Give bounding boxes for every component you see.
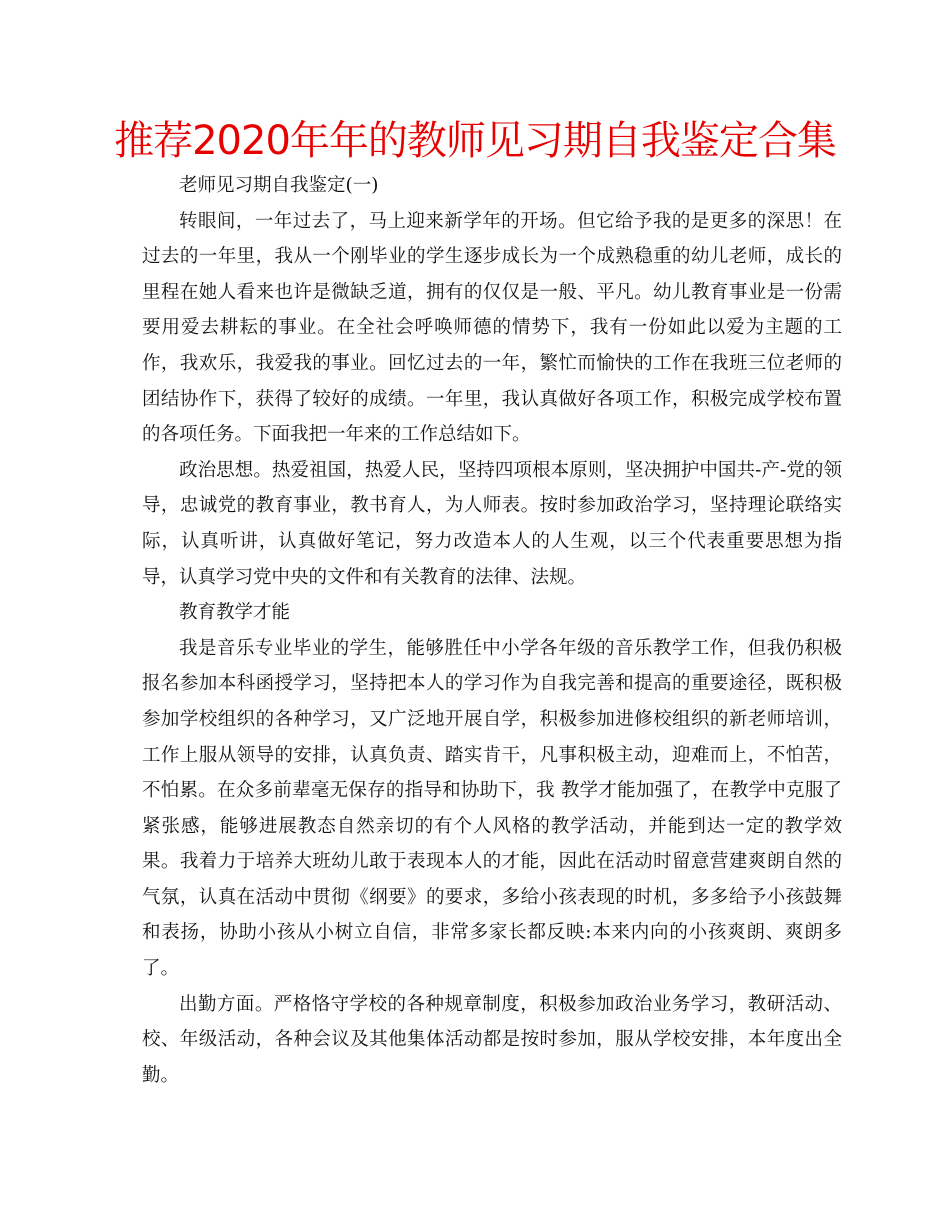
paragraph-teaching: 我是音乐专业毕业的学生，能够胜任中小学各年级的音乐教学工作，但我仍积极报名参加本科函授学习，坚持把本人的学习作为自我完善和提高的重要途径，既积极参加学校组织的各种学习，又广泛地开展自学，积极参加进修校组织的新老师培训，工作上服从领导的安排，认真负责、踏实肯干，凡事积极主动，迎难而上，不怕苦，不怕累。在众多前辈毫无保存的指导和协助下，我 教学才能加强了，在教学中克服了紧张感，能够进展教态自然亲切的有个人风格的教学活动，并能到达一定的教学效果。我着力于培养大班幼儿敢于表现本人的才能，因此在活动时留意营建爽朗自然的气氛，认真在活动中贯彻《纲要》的要求，多给小孩表现的时机，多多给予小孩鼓舞和表扬，协助小孩从小树立自信，非常多家长都反映:本来内向的小孩爽朗、爽朗多了。	[142, 637, 842, 980]
document-body	[142, 168, 842, 1093]
paragraph-attendance: 出勤方面。严格恪守学校的各种规章制度，积极参加政治业务学习，教研活动、校、年级活动，各种会议及其他集体活动都是按时参加，服从学校安排，本年度出全勤。	[142, 993, 842, 1086]
document-title: 推荐2020年年的教师见习期自我鉴定合集	[114, 118, 836, 164]
section-heading: 老师见习期自我鉴定(一)	[179, 175, 379, 196]
paragraph-politics: 政治思想。热爱祖国，热爱人民，坚持四项根本原则，坚决拥护中国共-产-党的领导，忠诚党的教育事业，教书育人，为人师表。按时参加政治学习，坚持理论联络实际，认真听讲，认真做好笔记，努力改造本人的人生观，以三个代表重要思想为指导，认真学习党中央的文件和有关教育的法律、法规。	[142, 459, 842, 588]
paragraph-intro: 转眼间，一年过去了，马上迎来新学年的开场。但它给予我的是更多的深思！在过去的一年里，我从一个刚毕业的学生逐步成长为一个成熟稳重的幼儿老师，成长的里程在她人看来也许是微缺乏道，拥有的仅仅是一般、平凡。幼儿教育事业是一份需要用爱去耕耘的事业。在全社会呼唤师德的情势下，我有一份如此以爱为主题的工作，我欢乐，我爱我的事业。回忆过去的一年，繁忙而愉快的工作在我班三位老师的团结协作下，获得了较好的成绩。一年里，我认真做好各项工作，积极完成学校布置的各项任务。下面我把一年来的工作总结如下。	[142, 210, 842, 446]
subheading-teaching: 教育教学才能	[179, 602, 291, 624]
